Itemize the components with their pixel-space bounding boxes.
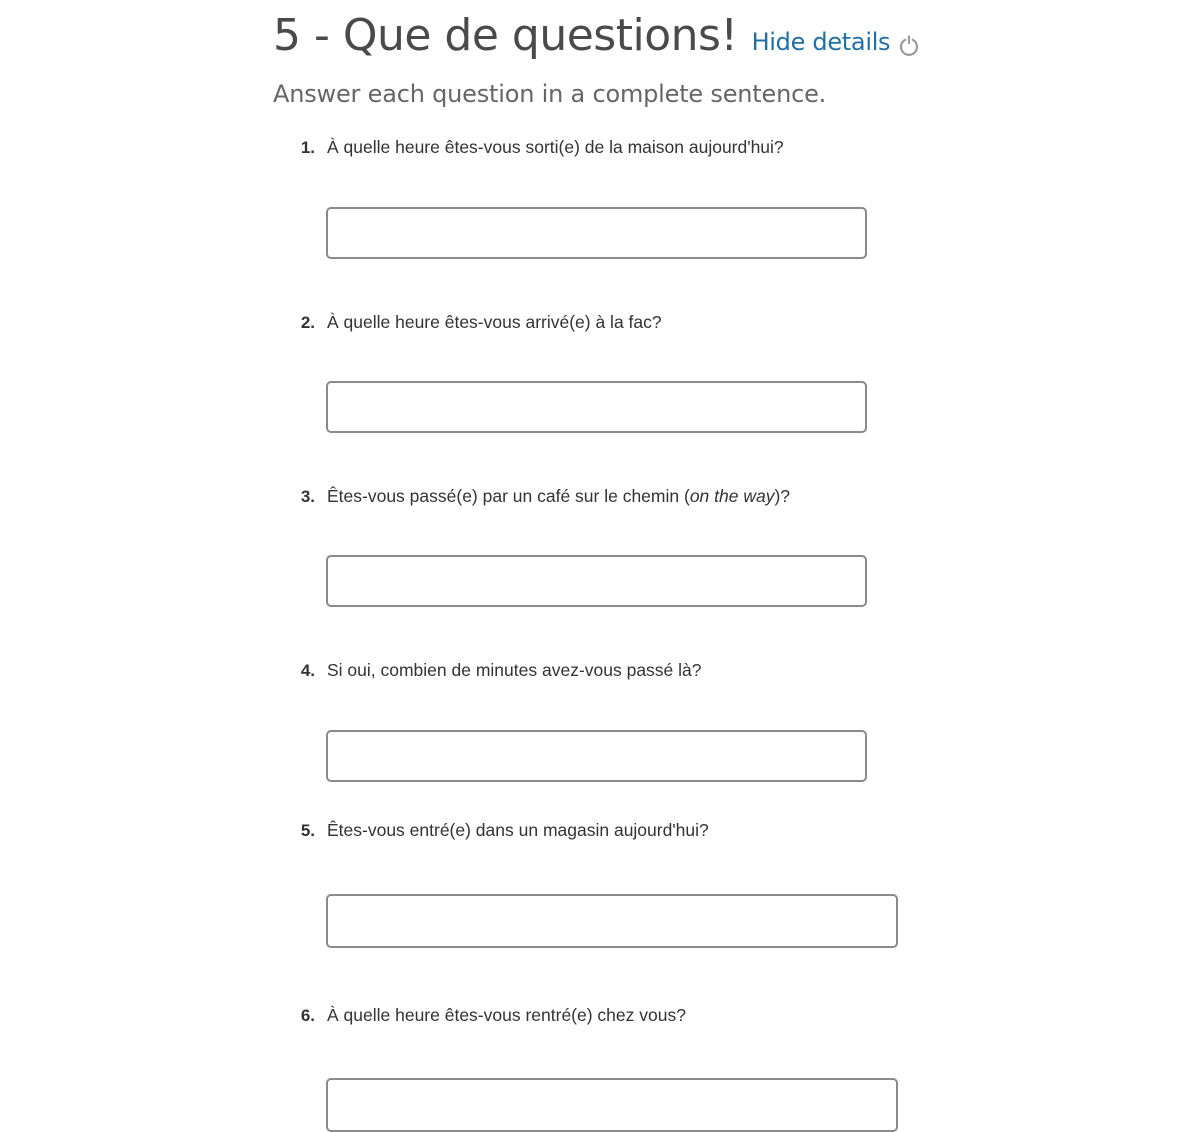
answer-field-3[interactable] bbox=[326, 555, 867, 607]
hide-details-toggle[interactable] bbox=[752, 28, 922, 56]
question-text: À quelle heure êtes-vous arrivé(e) à la fac? bbox=[327, 312, 662, 332]
instructions: Answer each question in a complete sentence. bbox=[273, 80, 827, 108]
answer-field-6[interactable] bbox=[326, 1078, 898, 1132]
question-text-italic: on the way bbox=[689, 486, 775, 506]
question-text bbox=[327, 486, 790, 507]
question-number: 4. bbox=[300, 661, 315, 680]
answer-field-5[interactable] bbox=[326, 894, 898, 948]
question-number: 1. bbox=[300, 138, 315, 157]
question-text: À quelle heure êtes-vous rentré(e) chez vous? bbox=[327, 1005, 686, 1025]
activity-header bbox=[273, 10, 921, 61]
question-number: 5. bbox=[300, 821, 315, 840]
page-title: 5 - Que de questions! bbox=[273, 10, 738, 61]
question-text: Si oui, combien de minutes avez-vous passé là? bbox=[327, 660, 702, 680]
hide-details-link[interactable]: Hide details bbox=[751, 28, 891, 56]
question-number: 2. bbox=[300, 313, 315, 332]
question-text: À quelle heure êtes-vous sorti(e) de la maison aujourd'hui? bbox=[327, 137, 784, 157]
question-number: 6. bbox=[300, 1006, 315, 1025]
answer-field-4[interactable] bbox=[326, 730, 867, 782]
answer-field-2[interactable] bbox=[326, 381, 867, 433]
question-text: Êtes-vous entré(e) dans un magasin aujourd'hui? bbox=[327, 820, 709, 840]
question-number: 3. bbox=[300, 487, 315, 506]
question-text-part: )? bbox=[774, 486, 791, 506]
question-text-part: Êtes-vous passé(e) par un café sur le chemin ( bbox=[327, 486, 690, 506]
answer-field-1[interactable] bbox=[326, 207, 867, 259]
power-icon[interactable] bbox=[897, 33, 921, 57]
